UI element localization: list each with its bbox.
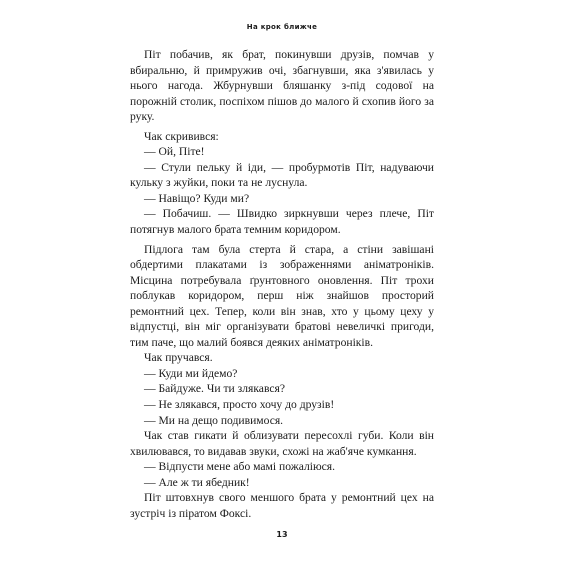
running-title: На крок ближче: [246, 23, 318, 31]
dialogue-line: — Стули пельку й іди, — пробурмотів Піт, надуваючи кульку з жуйки, поки та не луснула.: [130, 160, 434, 190]
page-number: 13: [276, 530, 288, 539]
dialogue-line: — Відпусти мене або мамі пожаліюся.: [144, 460, 336, 474]
paragraph: Піт побачив, як брат, покинувши друзів, помчав у вбиральню, й примружив очі, збагнувши, яка з'явилась у нього нагода. Жбурнувши бляшанку з-під содової на порожній столик, поспіхом пішов до малого й схопив його за руку.: [130, 48, 434, 124]
dialogue-line: — Не злякався, просто хочу до друзів!: [144, 398, 335, 412]
dialogue-line: — Байдуже. Чи ти злякався?: [144, 382, 285, 396]
dialogue-line: — Навіщо? Куди ми?: [144, 191, 250, 205]
body-text: [130, 47, 434, 521]
dialogue-line: — Ми на дещо подивимося.: [144, 413, 284, 427]
dialogue-line: — Ой, Піте!: [144, 145, 205, 159]
dialogue-line: — Куди ми йдемо?: [144, 366, 238, 380]
paragraph: Чак пручався.: [144, 351, 213, 365]
paragraph: Чак скривився:: [144, 129, 219, 143]
paragraph: Підлога там була стерта й стара, а стіни завішані обдертими плакатами із зображеннями аніматроніків. Місцина потребувала ґрунтовного оновлення. Піт трохи поблукав коридором, перш ніж знайшов просторий ремонтний цех. Тепер, коли він знав, хто у цьому цеху у відпустці, він міг організувати братові невеличкі пригоди, тим паче, що малий боявся деяких аніматроніків.: [130, 242, 434, 349]
dialogue-line: — Побачиш. — Швидко зиркнувши через плече, Піт потягнув малого брата темним коридором.: [130, 207, 434, 237]
paragraph: Піт штовхнув свого меншого брата у ремонтний цех на зустріч із піратом Фоксі.: [130, 491, 434, 520]
paragraph: Чак став гикати й облизувати пересохлі губи. Коли він хвилювався, то видавав звуки, схожі на жаб'яче кумкання.: [130, 429, 434, 458]
dialogue-line: — Але ж ти ябедник!: [144, 475, 250, 489]
